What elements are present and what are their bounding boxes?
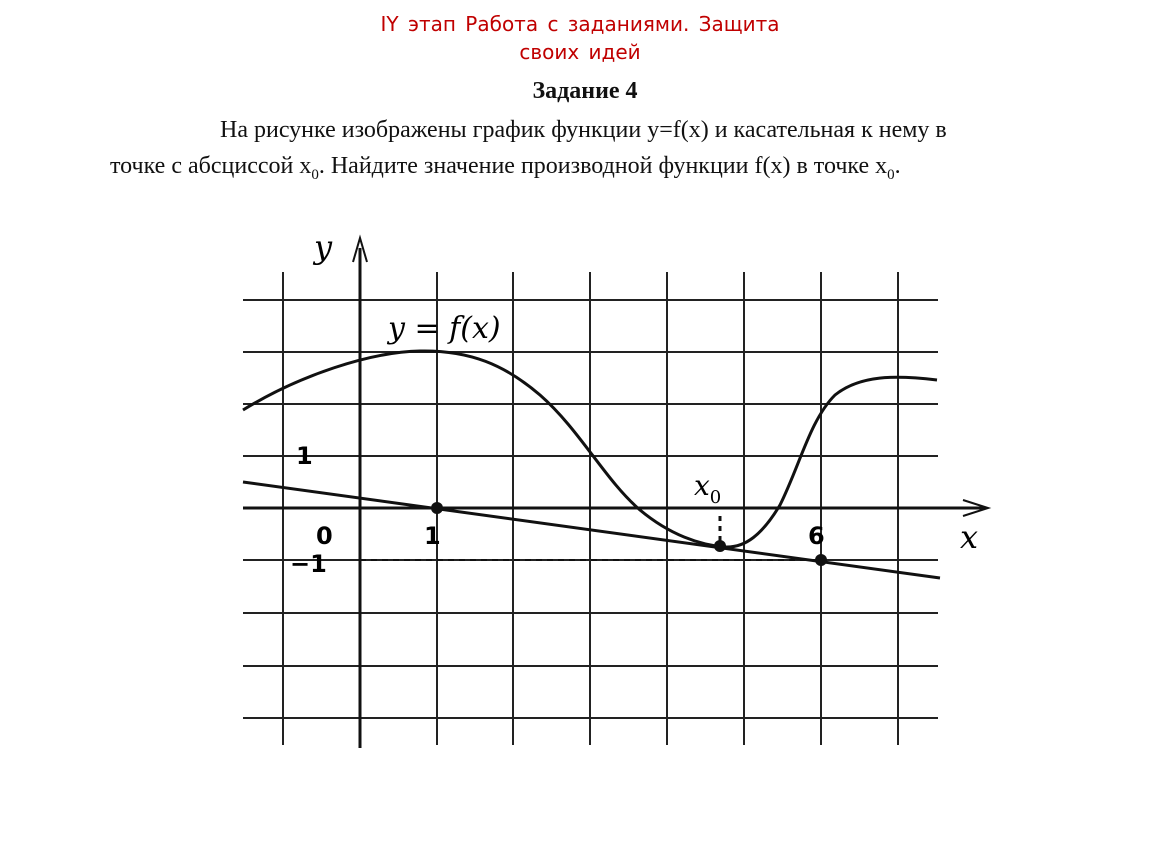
tick-label-x-6: 6 <box>808 522 825 550</box>
x-axis-label: x <box>960 518 979 556</box>
task-line-2-b: . Найдите значение производной функции f(x) в точке x <box>318 153 888 179</box>
x0-label-sub: 0 <box>709 487 722 508</box>
y-axis-label: y <box>314 228 333 266</box>
tangency-point-x0 <box>714 540 726 552</box>
task-line-2-end: . <box>894 153 901 179</box>
tick-label-y-minus-1: −1 <box>290 550 327 578</box>
task-line-1: На рисунке изображены график функции y=f(x) и касательная к нему в <box>220 117 947 143</box>
tangent-point-x1 <box>431 502 443 514</box>
tick-label-x-1: 1 <box>424 522 441 550</box>
task-title: Задание 4 <box>532 78 638 104</box>
subscript-zero-b: 0 <box>887 166 895 183</box>
tangent-line <box>243 482 940 578</box>
x0-label <box>694 469 721 508</box>
tick-label-origin: 0 <box>316 522 333 550</box>
function-label: y = f(x) <box>388 311 501 346</box>
heading-line-1: IY этап Работа с заданиями. Защита <box>380 12 780 36</box>
heading-line-2: своих идей <box>519 40 641 64</box>
task-line-2-a: точке с абсциссой x <box>110 153 312 179</box>
x0-label-x: x <box>694 469 710 502</box>
tick-label-y-1: 1 <box>296 442 313 470</box>
tangent-point-x6 <box>815 554 827 566</box>
subscript-zero-a: 0 <box>311 166 319 183</box>
